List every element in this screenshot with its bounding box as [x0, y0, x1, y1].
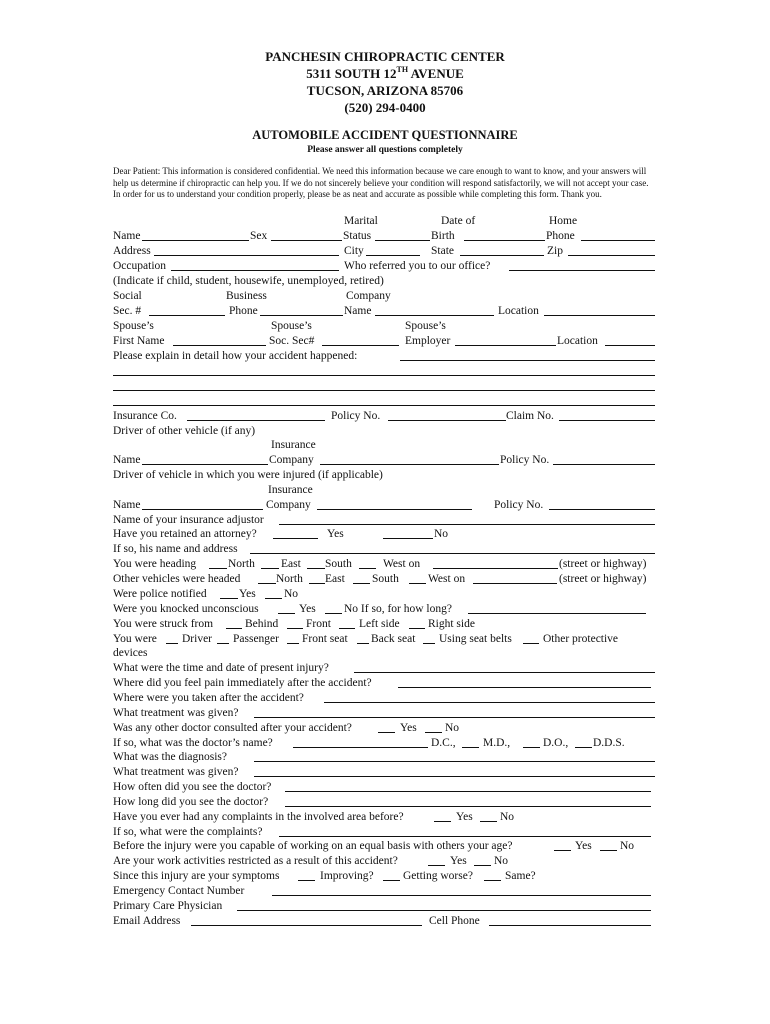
- field-label: Email Address: [113, 915, 181, 927]
- field-label: Was any other doctor consulted after your accident?: [113, 722, 352, 734]
- field-label: How long did you see the doctor?: [113, 796, 269, 808]
- field-label: Were police notified: [113, 588, 207, 600]
- other-street-field[interactable]: [473, 583, 557, 584]
- field-label: Who referred you to our office?: [344, 260, 491, 272]
- how-long-field[interactable]: [285, 806, 651, 807]
- field-label: South: [325, 558, 352, 570]
- feel-pain-row: [113, 676, 663, 691]
- other-north-field[interactable]: [258, 583, 276, 584]
- field-label: Other vehicles were headed: [113, 573, 241, 585]
- intro-text: Dear Patient: This information is considered confidential. We need this information because we care enough to want to know, and your answers will help us determine if chiropractic can help you. If we do not sincerely believe your condition will respond satisfactorily, we will not accept your case. In order for us to understand your condition properly, please be as neat and accurate as possible while completing this form. Thank you.: [113, 166, 649, 200]
- field-label: Passenger: [233, 633, 279, 645]
- policy-no-field[interactable]: [388, 420, 506, 421]
- field-label: Getting worse?: [403, 870, 473, 882]
- spouse-first-name-field[interactable]: [173, 345, 266, 346]
- improving-field[interactable]: [298, 880, 315, 881]
- treatment2-field[interactable]: [254, 776, 655, 777]
- back-seat-field[interactable]: [357, 643, 369, 644]
- field-label: Name: [344, 305, 372, 317]
- other-east-field[interactable]: [309, 583, 325, 584]
- field-label: (Indicate if child, student, housewife, unemployed, retired): [113, 275, 384, 287]
- diagnosis-field[interactable]: [254, 761, 655, 762]
- other-driver-label: [113, 424, 663, 439]
- field-label: No: [445, 722, 460, 734]
- field-label: Driver: [182, 633, 213, 645]
- email-field[interactable]: [191, 925, 422, 926]
- field-label: What treatment was given?: [113, 707, 239, 719]
- field-label: Left side: [359, 618, 400, 630]
- field-label: Yes: [299, 603, 316, 615]
- field-label: Have you ever had any complaints in the involved area before?: [113, 811, 404, 823]
- field-label: How often did you see the doctor?: [113, 781, 272, 793]
- other-headed-row: [113, 572, 663, 587]
- field-label: Marital: [344, 215, 378, 227]
- field-label: Phone: [546, 230, 575, 242]
- worse-field[interactable]: [383, 880, 400, 881]
- field-label: No If so, for how long?: [344, 603, 452, 615]
- field-label: North: [276, 573, 303, 585]
- field-label: Where did you feel pain immediately after the accident?: [113, 677, 372, 689]
- injured-driver-company-field[interactable]: [317, 509, 472, 510]
- field-label: Insurance Co.: [113, 410, 177, 422]
- field-label: State: [431, 245, 454, 257]
- struck-row: [113, 617, 663, 632]
- complaints-yes-field[interactable]: [434, 821, 451, 822]
- field-label: Insurance: [271, 439, 316, 451]
- field-label: Same?: [505, 870, 536, 882]
- field-label: Address: [113, 245, 151, 257]
- police-no-field[interactable]: [265, 598, 282, 599]
- social-row: [113, 304, 663, 319]
- time-date-field[interactable]: [354, 672, 655, 673]
- field-label: Spouse’s: [405, 320, 446, 332]
- company-name-field[interactable]: [375, 315, 494, 316]
- other-driver-name-field[interactable]: [142, 464, 268, 465]
- front-seat-field[interactable]: [287, 643, 299, 644]
- injured-driver-row: [113, 498, 663, 513]
- field-label: Driver of vehicle in which you were injured (if applicable): [113, 469, 383, 481]
- field-label: M.D.,: [483, 737, 511, 749]
- seat-belts-field[interactable]: [423, 643, 435, 644]
- center-name: PANCHESIN CHIROPRACTIC CENTER: [265, 49, 505, 64]
- restricted-row: [113, 854, 663, 869]
- field-label: Policy No.: [331, 410, 381, 422]
- center-phone: (520) 294-0400: [344, 100, 426, 115]
- other-west-field[interactable]: [409, 583, 426, 584]
- sex-field[interactable]: [271, 240, 342, 241]
- taken-field[interactable]: [324, 702, 655, 703]
- field-label: (street or highway): [559, 558, 647, 570]
- same-field[interactable]: [484, 880, 501, 881]
- field-label: What treatment was given?: [113, 766, 239, 778]
- treatment-row: [113, 706, 663, 721]
- dds-field[interactable]: [575, 747, 592, 748]
- field-label: Back seat: [371, 633, 416, 645]
- field-label: Please explain in detail how your accident happened:: [113, 350, 358, 362]
- restricted-yes-field[interactable]: [428, 865, 445, 866]
- complaints-row: [113, 810, 663, 825]
- feel-pain-field[interactable]: [398, 687, 651, 688]
- field-label: Insurance: [268, 484, 313, 496]
- field-label: Claim No.: [506, 410, 554, 422]
- field-label: Other protective: [543, 633, 619, 645]
- spouse-row: [113, 334, 663, 349]
- field-label: Birth: [431, 230, 455, 242]
- referred-by-field[interactable]: [509, 270, 655, 271]
- explain-line-2[interactable]: [113, 375, 655, 376]
- city-field[interactable]: [366, 255, 420, 256]
- field-label: No: [494, 855, 509, 867]
- other-insurance-label: [113, 438, 663, 453]
- field-label: East: [325, 573, 345, 585]
- field-label: Company: [269, 454, 314, 466]
- field-label: North: [228, 558, 255, 570]
- field-label: Policy No.: [500, 454, 550, 466]
- field-label: South: [372, 573, 399, 585]
- other-protective-field[interactable]: [523, 643, 539, 644]
- name-row: [113, 229, 663, 244]
- field-label: Behind: [245, 618, 279, 630]
- attorney-yes-field[interactable]: [273, 538, 318, 539]
- field-label: If so, what were the complaints?: [113, 826, 263, 838]
- field-label: Soc. Sec#: [269, 335, 315, 347]
- field-label: Have you retained an attorney?: [113, 528, 257, 540]
- zip-field[interactable]: [568, 255, 655, 256]
- heading-street-field[interactable]: [433, 568, 558, 569]
- center-address: 5311 SOUTH 12TH AVENUE: [306, 65, 464, 81]
- field-label: D.D.S.: [593, 737, 625, 749]
- heading-row: [113, 557, 663, 572]
- spouse-location-field[interactable]: [605, 345, 655, 346]
- field-label: D.O.,: [543, 737, 569, 749]
- time-date-row: [113, 661, 663, 676]
- insurance-co-field[interactable]: [187, 420, 325, 421]
- what-complaints-field[interactable]: [279, 836, 651, 837]
- how-often-field[interactable]: [285, 791, 651, 792]
- field-label: Social: [113, 290, 142, 302]
- field-label: What was the diagnosis?: [113, 751, 228, 763]
- indicate-note: [113, 274, 663, 289]
- field-label: devices: [113, 647, 148, 659]
- field-label: Yes: [400, 722, 417, 734]
- field-label: Since this injury are your symptoms: [113, 870, 280, 882]
- heading-north-field[interactable]: [209, 568, 227, 569]
- md-field[interactable]: [462, 747, 479, 748]
- cell-phone-field[interactable]: [489, 925, 651, 926]
- field-label: Phone: [229, 305, 258, 317]
- spouse-ssn-field[interactable]: [322, 345, 399, 346]
- spouse-headers-row: [113, 319, 663, 334]
- you-were-row: [113, 632, 663, 647]
- other-doctor-yes-field[interactable]: [378, 732, 395, 733]
- field-label: Name: [113, 230, 141, 242]
- explain-line-4[interactable]: [113, 405, 655, 406]
- attorney-no-field[interactable]: [383, 538, 433, 539]
- field-label: Sec. #: [113, 305, 142, 317]
- field-label: West on: [383, 558, 421, 570]
- field-label: Yes: [575, 840, 592, 852]
- marital-status-field[interactable]: [375, 240, 430, 241]
- field-label: Spouse’s: [271, 320, 312, 332]
- unconscious-no-field[interactable]: [325, 613, 342, 614]
- other-south-field[interactable]: [353, 583, 370, 584]
- what-complaints-row: [113, 825, 663, 840]
- field-label: Name of your insurance adjustor: [113, 514, 264, 526]
- field-label: Home: [549, 215, 578, 227]
- police-row: [113, 587, 663, 602]
- state-field[interactable]: [460, 255, 544, 256]
- heading-east-field[interactable]: [261, 568, 279, 569]
- field-label: Zip: [547, 245, 563, 257]
- field-label: Occupation: [113, 260, 167, 272]
- field-label: Driver of other vehicle (if any): [113, 425, 256, 437]
- birth-date-field[interactable]: [464, 240, 545, 241]
- unconscious-row: [113, 602, 663, 617]
- field-label: East: [281, 558, 301, 570]
- field-label: Are your work activities restricted as a result of this accident?: [113, 855, 398, 867]
- field-label: Business: [226, 290, 267, 302]
- field-label: Where were you taken after the accident?: [113, 692, 304, 704]
- field-label: Front: [306, 618, 331, 630]
- home-phone-field[interactable]: [581, 240, 655, 241]
- occupation-field[interactable]: [171, 270, 339, 271]
- treatment2-row: [113, 765, 663, 780]
- injured-driver-label: [113, 468, 663, 483]
- field-label: First Name: [113, 335, 165, 347]
- form-title: AUTOMOBILE ACCIDENT QUESTIONNAIRE: [252, 128, 518, 142]
- capable-yes-field[interactable]: [554, 850, 571, 851]
- other-driver-policy-field[interactable]: [553, 464, 655, 465]
- passenger-field[interactable]: [217, 643, 229, 644]
- struck-left-field[interactable]: [339, 628, 355, 629]
- field-label: Using seat belts: [439, 633, 512, 645]
- field-label: (street or highway): [559, 573, 647, 585]
- field-label: Emergency Contact Number: [113, 885, 245, 897]
- form-subtitle: Please answer all questions completely: [307, 145, 463, 155]
- doctors-name-field[interactable]: [293, 747, 428, 748]
- field-label: If so, his name and address: [113, 543, 238, 555]
- other-driver-row: [113, 453, 663, 468]
- unconscious-yes-field[interactable]: [278, 613, 295, 614]
- adjustor-field[interactable]: [279, 524, 655, 525]
- struck-right-field[interactable]: [409, 628, 425, 629]
- field-label: Primary Care Physician: [113, 900, 223, 912]
- field-label: No: [500, 811, 515, 823]
- field-label: No: [434, 528, 449, 540]
- driver-field[interactable]: [166, 643, 178, 644]
- field-label: Company: [266, 499, 311, 511]
- how-long-row: [113, 795, 663, 810]
- field-label: Location: [498, 305, 539, 317]
- company-location-field[interactable]: [544, 315, 655, 316]
- other-doctor-row: [113, 721, 663, 736]
- field-label: You were: [113, 633, 157, 645]
- field-label: What were the time and date of present injury?: [113, 662, 329, 674]
- devices-row: [113, 646, 663, 661]
- ssn-field[interactable]: [149, 315, 225, 316]
- diagnosis-row: [113, 750, 663, 765]
- emergency-field[interactable]: [272, 895, 651, 896]
- field-headers-row: [113, 214, 663, 229]
- explain-line-3[interactable]: [113, 390, 655, 391]
- injured-driver-name-field[interactable]: [142, 509, 263, 510]
- unconscious-duration-field[interactable]: [468, 613, 646, 614]
- taken-row: [113, 691, 663, 706]
- struck-front-field[interactable]: [287, 628, 303, 629]
- field-label: No: [620, 840, 635, 852]
- pcp-field[interactable]: [237, 910, 651, 911]
- field-label: Policy No.: [494, 499, 544, 511]
- field-label: Company: [346, 290, 391, 302]
- name-field[interactable]: [142, 240, 249, 241]
- other-driver-company-field[interactable]: [320, 464, 499, 465]
- field-label: Before the injury were you capable of working on an equal basis with others your age?: [113, 840, 513, 852]
- business-phone-field[interactable]: [260, 315, 343, 316]
- center-city: TUCSON, ARIZONA 85706: [306, 83, 464, 98]
- heading-south-field[interactable]: [307, 568, 325, 569]
- field-label: Name: [113, 454, 141, 466]
- do-field[interactable]: [523, 747, 540, 748]
- other-doctor-no-field[interactable]: [425, 732, 442, 733]
- field-label: If so, what was the doctor’s name?: [113, 737, 273, 749]
- capable-row: [113, 839, 663, 854]
- emergency-row: [113, 884, 663, 899]
- field-label: Sex: [250, 230, 268, 242]
- explain-row: [113, 349, 663, 364]
- field-label: Yes: [450, 855, 467, 867]
- field-label: No: [284, 588, 299, 600]
- treatment-field[interactable]: [254, 717, 655, 718]
- field-label: Status: [343, 230, 372, 242]
- field-label: Name: [113, 499, 141, 511]
- field-label: Improving?: [320, 870, 374, 882]
- field-label: You were struck from: [113, 618, 214, 630]
- field-label: Cell Phone: [429, 915, 480, 927]
- symptoms-row: [113, 869, 663, 884]
- pcp-row: [113, 899, 663, 914]
- field-label: Front seat: [302, 633, 348, 645]
- how-often-row: [113, 780, 663, 795]
- adjustor-row: [113, 513, 663, 528]
- field-label: Yes: [456, 811, 473, 823]
- injured-insurance-label: [113, 483, 663, 498]
- injured-driver-policy-field[interactable]: [549, 509, 655, 510]
- doctors-name-row: [113, 736, 663, 751]
- email-row: [113, 914, 663, 929]
- explain-field[interactable]: [400, 360, 655, 361]
- capable-no-field[interactable]: [600, 850, 617, 851]
- restricted-no-field[interactable]: [474, 865, 491, 866]
- field-label: Spouse’s: [113, 320, 154, 332]
- struck-behind-field[interactable]: [226, 628, 242, 629]
- claim-no-field[interactable]: [559, 420, 655, 421]
- field-label: Date of: [441, 215, 476, 227]
- address-row: [113, 244, 663, 259]
- social-headers-row: [113, 289, 663, 304]
- attorney-name-row: [113, 542, 663, 557]
- heading-west-field[interactable]: [359, 568, 376, 569]
- field-label: Right side: [428, 618, 475, 630]
- field-label: West on: [428, 573, 466, 585]
- spouse-employer-field[interactable]: [455, 345, 556, 346]
- attorney-name-field[interactable]: [250, 553, 655, 554]
- field-label: City: [344, 245, 364, 257]
- insurance-row: [113, 409, 663, 424]
- address-field[interactable]: [154, 255, 339, 256]
- field-label: D.C.,: [431, 737, 456, 749]
- field-label: Were you knocked unconscious: [113, 603, 259, 615]
- complaints-no-field[interactable]: [480, 821, 497, 822]
- field-label: Employer: [405, 335, 451, 347]
- attorney-row: [113, 527, 663, 542]
- field-label: Yes: [327, 528, 344, 540]
- field-label: Location: [557, 335, 598, 347]
- field-label: You were heading: [113, 558, 197, 570]
- police-yes-field[interactable]: [220, 598, 238, 599]
- field-label: Yes: [239, 588, 256, 600]
- occupation-row: [113, 259, 663, 274]
